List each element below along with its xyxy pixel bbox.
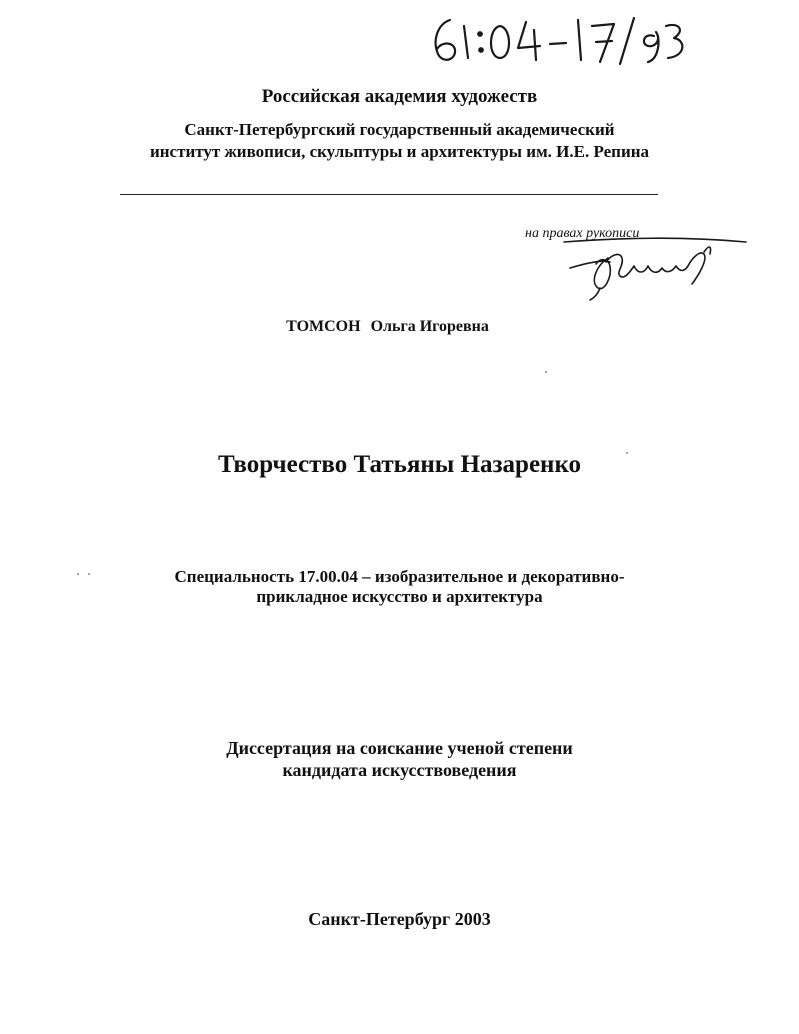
specialty-line-2: прикладное искусство и архитектура [256, 587, 543, 606]
scan-speck [626, 452, 628, 454]
city-and-year: Санкт-Петербург 2003 [308, 909, 491, 929]
author-signature [560, 232, 750, 302]
specialty-line-1: Специальность 17.00.04 – изобразительное и декоративно- [174, 567, 625, 586]
scan-speck [545, 371, 547, 373]
degree-line-2: кандидата искусствоведения [282, 760, 517, 780]
author-name [0, 318, 775, 336]
dissertation-title: Творчество Татьяны Назаренко [217, 451, 582, 478]
scan-speck [88, 573, 90, 575]
scan-speck [77, 573, 79, 575]
handwritten-archive-code [428, 14, 688, 66]
author-given-names: Ольга Игоревна [370, 318, 489, 335]
author-surname: ТОМСОН [286, 318, 361, 335]
degree-line-1: Диссертация на соискание ученой степени [226, 738, 573, 758]
header-divider [120, 194, 658, 195]
academy-name: Российская академия художеств [261, 86, 538, 107]
manuscript-rights-note: на правах рукописи [525, 226, 640, 241]
institute-name-line-1: Санкт-Петербургский государственный академический [184, 120, 615, 139]
institute-name-line-2: институт живописи, скульптуры и архитектуры им. И.Е. Репина [149, 142, 650, 161]
